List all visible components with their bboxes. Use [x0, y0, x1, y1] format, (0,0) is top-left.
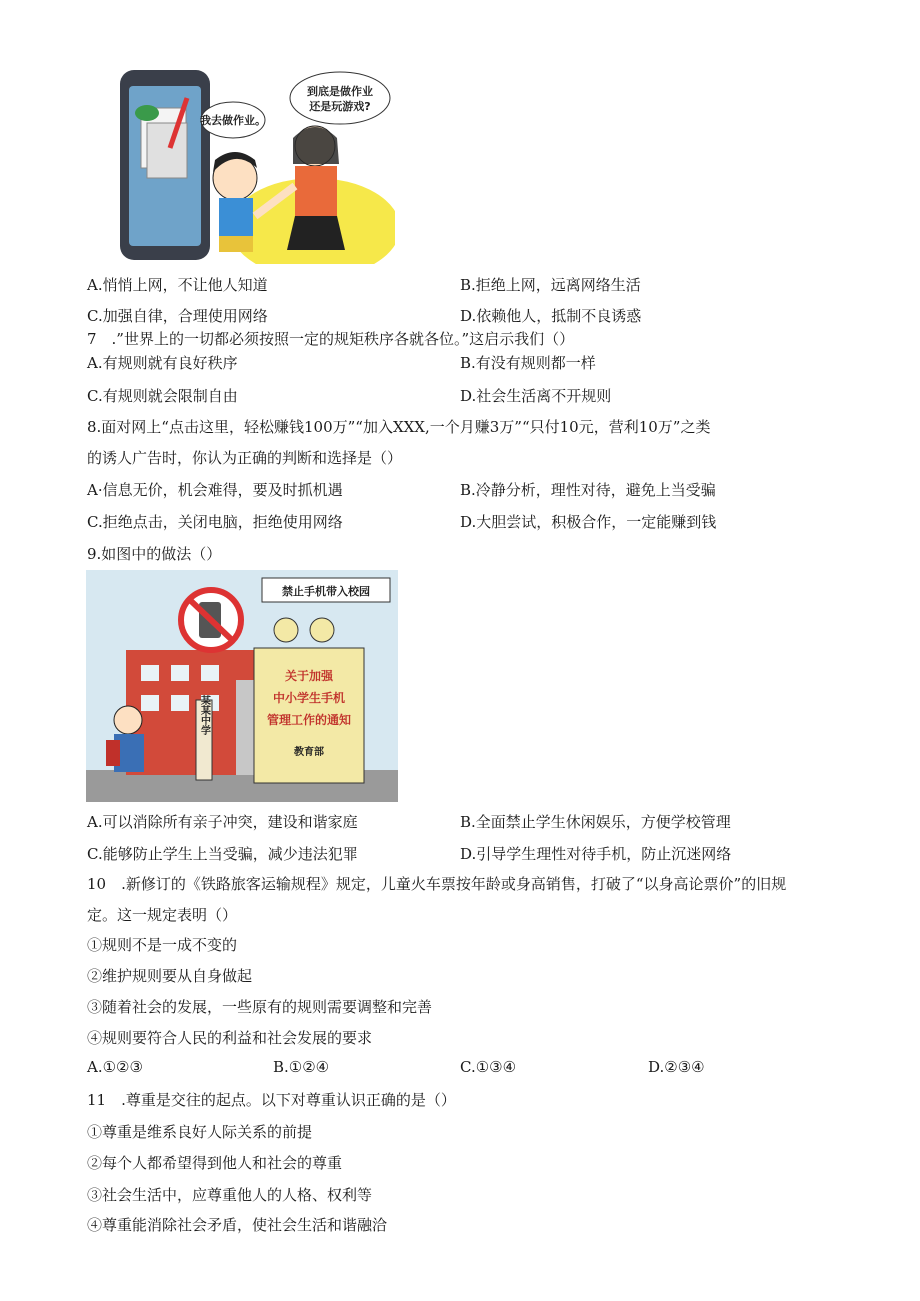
q11-item: ②每个人都希望得到他人和社会的尊重: [87, 1154, 343, 1172]
q10-item: ③随着社会的发展，一些原有的规则需要调整和完善: [87, 998, 433, 1016]
phone-ban-cartoon: [86, 570, 398, 802]
q8-option-d: D.大胆尝试，积极合作，一定能赚到钱: [460, 513, 717, 531]
notice-footer: 教育部: [294, 747, 324, 758]
q11-item: ③社会生活中，应尊重他人的人格、权利等: [87, 1186, 373, 1204]
banner-text: 禁止手机带入校园: [282, 585, 370, 598]
q10-stem-line1: 10 .新修订的《铁路旅客运输规程》规定，儿童火车票按年龄或身高销售，打破了“以身高论票价”的旧规: [87, 875, 787, 893]
q8-stem-line2: 的诱人广告时，你认为正确的判断和选择是（）: [87, 449, 403, 467]
notice-title-2: 中小学生手机: [272, 691, 346, 705]
q7-option-b: B.有没有规则都一样: [460, 354, 596, 372]
q10-item: ①规则不是一成不变的: [87, 936, 238, 954]
q7-stem: 7 .”世界上的一切都必须按照一定的规矩秩序各就各位。”这启示我们（）: [87, 330, 575, 348]
q10-stem-line2: 定。这一规定表明（）: [87, 906, 238, 924]
q10-option-b: B.①②④: [273, 1058, 330, 1076]
q8-stem-line1: 8.面对网上“点击这里，轻松赚钱100万”“加入XXX,一个月赚3万”“只付10元，营利10万”之类: [87, 418, 711, 436]
q10-item: ④规则要符合人民的利益和社会发展的要求: [87, 1029, 373, 1047]
q6-option-d: D.依赖他人，抵制不良诱惑: [460, 307, 642, 325]
bubble-mom-text-2: 还是玩游戏?: [309, 100, 371, 113]
q8-option-a: A·信息无价，机会难得，要及时抓机遇: [87, 481, 343, 499]
q9-option-c: C.能够防止学生上当受骗，减少违法犯罪: [87, 845, 358, 863]
q10-option-a: A.①②③: [87, 1058, 143, 1076]
q7-option-c: C.有规则就会限制自由: [87, 387, 238, 405]
homework-or-game-cartoon: [115, 68, 395, 264]
q9-stem: 9.如图中的做法（）: [87, 545, 222, 563]
q7-option-a: A.有规则就有良好秩序: [87, 354, 238, 372]
q7-option-d: D.社会生活离不开规则: [460, 387, 612, 405]
q6-option-b: B.拒绝上网，远离网络生活: [460, 276, 641, 294]
bubble-mom-text-1: 到底是做作业: [307, 85, 373, 98]
q9-option-d: D.引导学生理性对待手机，防止沉迷网络: [460, 845, 732, 863]
q6-option-c: C.加强自律，合理使用网络: [87, 307, 268, 325]
q10-option-c: C.①③④: [460, 1058, 517, 1076]
q6-option-a: A.悄悄上网，不让他人知道: [87, 276, 268, 294]
q10-option-d: D.②③④: [648, 1058, 705, 1076]
q8-option-b: B.冷静分析，理性对待，避免上当受骗: [460, 481, 716, 499]
notice-title-1: 关于加强: [284, 669, 334, 683]
q10-item: ②维护规则要从自身做起: [87, 967, 253, 985]
q11-item: ④尊重能消除社会矛盾，使社会生活和谐融洽: [87, 1216, 388, 1234]
q9-option-a: A.可以消除所有亲子冲突，建设和谐家庭: [87, 813, 358, 831]
gate-sign-text: 某某中学: [198, 695, 210, 735]
notice-title-3: 管理工作的通知: [266, 713, 352, 727]
q11-item: ①尊重是维系良好人际关系的前提: [87, 1123, 313, 1141]
q9-option-b: B.全面禁止学生休闲娱乐，方便学校管理: [460, 813, 731, 831]
q8-option-c: C.拒绝点击，关闭电脑，拒绝使用网络: [87, 513, 343, 531]
bubble-boy-text: 我去做作业。: [200, 114, 266, 127]
q11-stem: 11 .尊重是交往的起点。以下对尊重认识正确的是（）: [87, 1091, 456, 1109]
